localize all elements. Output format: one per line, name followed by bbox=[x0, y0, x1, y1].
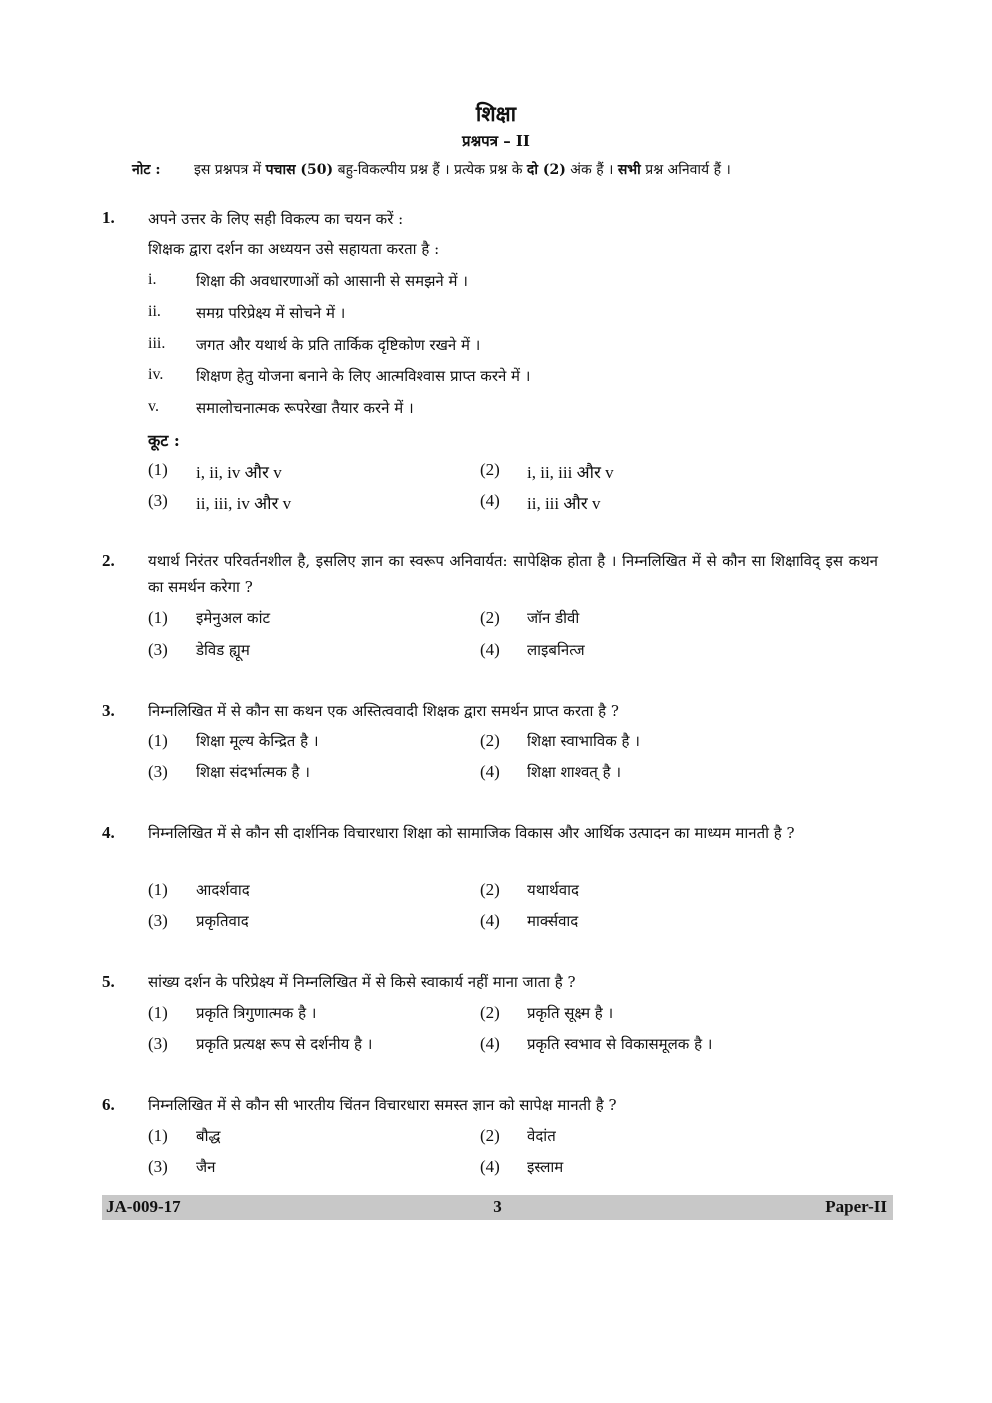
option-text: जॉन डीवी bbox=[527, 609, 580, 627]
option-number: (1) bbox=[148, 608, 168, 627]
option-text: वेदांत bbox=[527, 1127, 556, 1145]
option-number: (4) bbox=[480, 1034, 500, 1053]
option-number: (1) bbox=[148, 880, 168, 899]
question-number: 1. bbox=[102, 208, 115, 227]
option-text: मार्क्सवाद bbox=[527, 912, 579, 930]
option-text: आदर्शवाद bbox=[196, 881, 250, 899]
option-number: (2) bbox=[480, 1126, 500, 1145]
option-text: i, ii, iii और v bbox=[527, 463, 614, 482]
question-number: 4. bbox=[102, 823, 115, 842]
code-label: कूट : bbox=[148, 431, 180, 450]
statement-number: ii. bbox=[148, 303, 161, 320]
option-number: (3) bbox=[148, 911, 168, 930]
note-text: प्रश्न अनिवार्य हैं । bbox=[640, 162, 731, 178]
note-label: नोट : bbox=[132, 162, 161, 178]
option-number: (2) bbox=[480, 731, 500, 750]
option-text: लाइबनित्ज bbox=[527, 641, 585, 659]
statement-number: iv. bbox=[148, 366, 164, 383]
option-text: शिक्षा मूल्य केन्द्रित है । bbox=[196, 732, 319, 750]
option-text: शिक्षा संदर्भात्मक है । bbox=[196, 763, 310, 781]
option-text: यथार्थवाद bbox=[527, 881, 579, 899]
option-number: (1) bbox=[148, 460, 168, 479]
paper-label: Paper-II bbox=[825, 1197, 887, 1216]
option-text: प्रकृति सूक्ष्म है । bbox=[527, 1004, 614, 1022]
question-number: 2. bbox=[102, 551, 115, 570]
note-text: बहु-विकल्पीय प्रश्न हैं । प्रत्येक प्रश्न के bbox=[333, 162, 527, 178]
question-number: 6. bbox=[102, 1095, 115, 1114]
statement-text: शिक्षण हेतु योजना बनाने के लिए आत्मविश्वास प्राप्त करने में । bbox=[196, 367, 531, 385]
paper-code: JA-009-17 bbox=[106, 1197, 181, 1216]
option-number: (3) bbox=[148, 1157, 168, 1176]
option-text: ii, iii और v bbox=[527, 494, 601, 513]
option-text: i, ii, iv और v bbox=[196, 463, 282, 482]
question-text: सांख्य दर्शन के परिप्रेक्ष्य में निम्नलिखित में से किसे स्वाकार्य नहीं माना जाता है ? bbox=[148, 973, 576, 991]
option-text: प्रकृतिवाद bbox=[196, 912, 249, 930]
option-text: बौद्ध bbox=[196, 1127, 221, 1145]
instructions-note bbox=[132, 160, 912, 179]
option-text: इमेनुअल कांट bbox=[196, 609, 271, 627]
option-number: (4) bbox=[480, 1157, 500, 1176]
question-number: 5. bbox=[102, 972, 115, 991]
note-text: इस प्रश्नपत्र में bbox=[194, 162, 266, 178]
question-text: निम्नलिखित में से कौन सा कथन एक अस्तित्ववादी शिक्षक द्वारा समर्थन प्राप्त करता है ? bbox=[148, 702, 619, 720]
statement-text: समग्र परिप्रेक्ष्य में सोचने में । bbox=[196, 304, 346, 322]
option-number: (2) bbox=[480, 1003, 500, 1022]
statement-text: शिक्षा की अवधारणाओं को आसानी से समझने में । bbox=[196, 272, 468, 290]
option-text: प्रकृति त्रिगुणात्मक है । bbox=[196, 1004, 317, 1022]
option-text: प्रकृति स्वभाव से विकासमूलक है । bbox=[527, 1035, 713, 1053]
option-text: शिक्षा शाश्वत् है । bbox=[527, 763, 622, 781]
option-text: डेविड ह्यूम bbox=[196, 641, 250, 659]
option-number: (4) bbox=[480, 762, 500, 781]
page-number: 3 bbox=[493, 1197, 502, 1216]
option-number: (3) bbox=[148, 1034, 168, 1053]
note-marks: दो (2) bbox=[526, 162, 566, 178]
note-all: सभी bbox=[617, 162, 641, 178]
page-footer bbox=[102, 1195, 893, 1220]
note-count: पचास (50) bbox=[265, 162, 334, 178]
note-text: अंक हैं । bbox=[565, 162, 618, 178]
statement-number: i. bbox=[148, 271, 157, 288]
option-number: (3) bbox=[148, 640, 168, 659]
paper-subtitle: प्रश्नपत्र – II bbox=[462, 132, 530, 150]
option-number: (4) bbox=[480, 911, 500, 930]
option-number: (4) bbox=[480, 491, 500, 510]
option-number: (2) bbox=[480, 460, 500, 479]
option-number: (3) bbox=[148, 491, 168, 510]
option-number: (1) bbox=[148, 731, 168, 750]
option-text: प्रकृति प्रत्यक्ष रूप से दर्शनीय है । bbox=[196, 1035, 373, 1053]
option-number: (1) bbox=[148, 1126, 168, 1145]
statement-text: जगत और यथार्थ के प्रति तार्किक दृष्टिकोण रखने में । bbox=[196, 336, 481, 354]
statement-text: समालोचनात्मक रूपरेखा तैयार करने में । bbox=[196, 399, 414, 417]
statement-number: v. bbox=[148, 398, 159, 415]
page-title: शिक्षा bbox=[475, 101, 517, 126]
question-text: निम्नलिखित में से कौन सी दार्शनिक विचारधारा शिक्षा को सामाजिक विकास और आर्थिक उत्पादन का माध्यम मानती है ? bbox=[148, 824, 795, 842]
option-number: (4) bbox=[480, 640, 500, 659]
option-number: (2) bbox=[480, 608, 500, 627]
option-text: जैन bbox=[196, 1158, 216, 1176]
question-text: अपने उत्तर के लिए सही विकल्प का चयन करें : bbox=[148, 210, 404, 228]
option-text: ii, iii, iv और v bbox=[196, 494, 292, 513]
question-number: 3. bbox=[102, 701, 115, 720]
option-number: (3) bbox=[148, 762, 168, 781]
option-number: (1) bbox=[148, 1003, 168, 1022]
option-text: इस्लाम bbox=[527, 1158, 564, 1176]
option-text: शिक्षा स्वाभाविक है । bbox=[527, 732, 640, 750]
question-text: यथार्थ निरंतर परिवर्तनशील है, इसलिए ज्ञान का स्वरूप अनिवार्यत: सापेक्षिक होता है । निम्नलिखित में से कौन सा शिक्षाविद् इस कथन का समर्थन करेगा ? bbox=[148, 552, 878, 596]
statement-number: iii. bbox=[148, 335, 166, 352]
question-text: निम्नलिखित में से कौन सी भारतीय चिंतन विचारधारा समस्त ज्ञान को सापेक्ष मानती है ? bbox=[148, 1096, 617, 1114]
option-number: (2) bbox=[480, 880, 500, 899]
question-text: शिक्षक द्वारा दर्शन का अध्ययन उसे सहायता करता है : bbox=[148, 240, 440, 258]
